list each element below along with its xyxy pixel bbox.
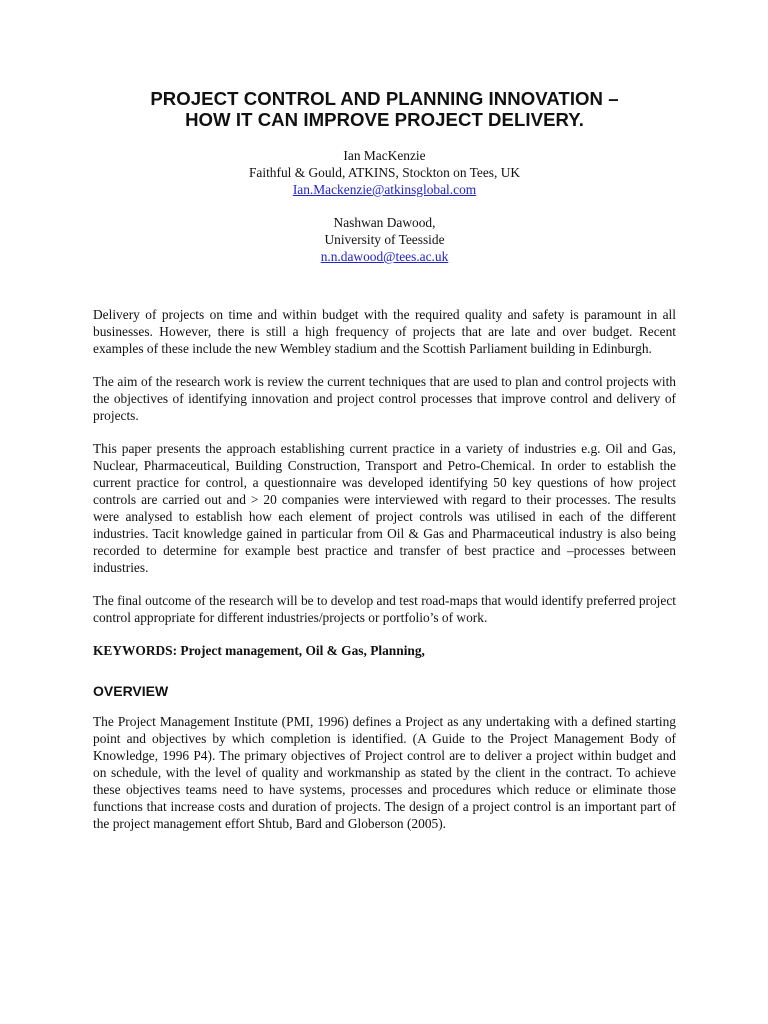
- overview-paragraph-1: The Project Management Institute (PMI, 1996) defines a Project as any undertaking with a defined starting point and objectives by which completion is identified. (A Guide to the Project Management Body of Knowledge, 1996 P4). The primary objectives of Project control are to deliver a project within budget and on schedule, with the level of quality and workmanship as stated by the client in the contract. To achieve these objectives teams need to have systems, processes and procedures which reduce or eliminate those functions that increase costs and duration of projects. The design of a project control is an important part of the project management effort Shtub, Bard and Globerson (2005).: [93, 714, 676, 831]
- author-1-name: Ian MacKenzie: [343, 148, 426, 163]
- author-1-email-link[interactable]: Ian.Mackenzie@atkinsglobal.com: [292, 182, 477, 197]
- author-1: [93, 147, 676, 198]
- author-2-affiliation: University of Teesside: [324, 232, 445, 247]
- paper-body: [93, 306, 676, 832]
- abstract-paragraph-1: Delivery of projects on time and within budget with the required quality and safety is paramount in all businesses. However, there is still a high frequency of projects that are late and over budget. Recent examples of these include the new Wembley stadium and the Scottish Parliament building in Edinburgh.: [93, 307, 676, 356]
- author-2-email-link[interactable]: n.n.dawood@tees.ac.uk: [320, 249, 449, 264]
- title-line-2: HOW IT CAN IMPROVE PROJECT DELIVERY.: [185, 109, 584, 130]
- abstract-paragraph-3: This paper presents the approach establishing current practice in a variety of industries e.g. Oil and Gas, Nuclear, Pharmaceutical, Building Construction, Transport and Petro-Chemical. In order to establish the current practice for control, a questionnaire was developed identifying 50 key questions of how project controls are carried out and > 20 companies were interviewed with regard to their processes. The results were analysed to establish how each element of project controls was utilised in each of the different industries. Tacit knowledge gained in particular from Oil & Gas and Pharmaceutical industry is also being recorded to determine for example best practice and transfer of best practice and –processes between industries.: [93, 441, 676, 575]
- author-1-affiliation: Faithful & Gould, ATKINS, Stockton on Tees, UK: [248, 165, 521, 180]
- title-line-1: PROJECT CONTROL AND PLANNING INNOVATION –: [150, 88, 619, 109]
- document-page: [93, 88, 676, 848]
- abstract-paragraph-4: The final outcome of the research will be to develop and test road-maps that would identify preferred project control appropriate for different industries/projects or portfolio’s of work.: [93, 593, 676, 625]
- author-2: [93, 214, 676, 265]
- overview-heading: OVERVIEW: [93, 683, 169, 699]
- author-2-name: Nashwan Dawood,: [333, 215, 436, 230]
- paper-title: [93, 88, 676, 130]
- author-list: [93, 147, 676, 265]
- keywords-line: KEYWORDS: Project management, Oil & Gas, Planning,: [93, 643, 425, 658]
- abstract-paragraph-2: The aim of the research work is review the current techniques that are used to plan and control projects with the objectives of identifying innovation and project control processes that improve control and delivery of projects.: [93, 374, 676, 423]
